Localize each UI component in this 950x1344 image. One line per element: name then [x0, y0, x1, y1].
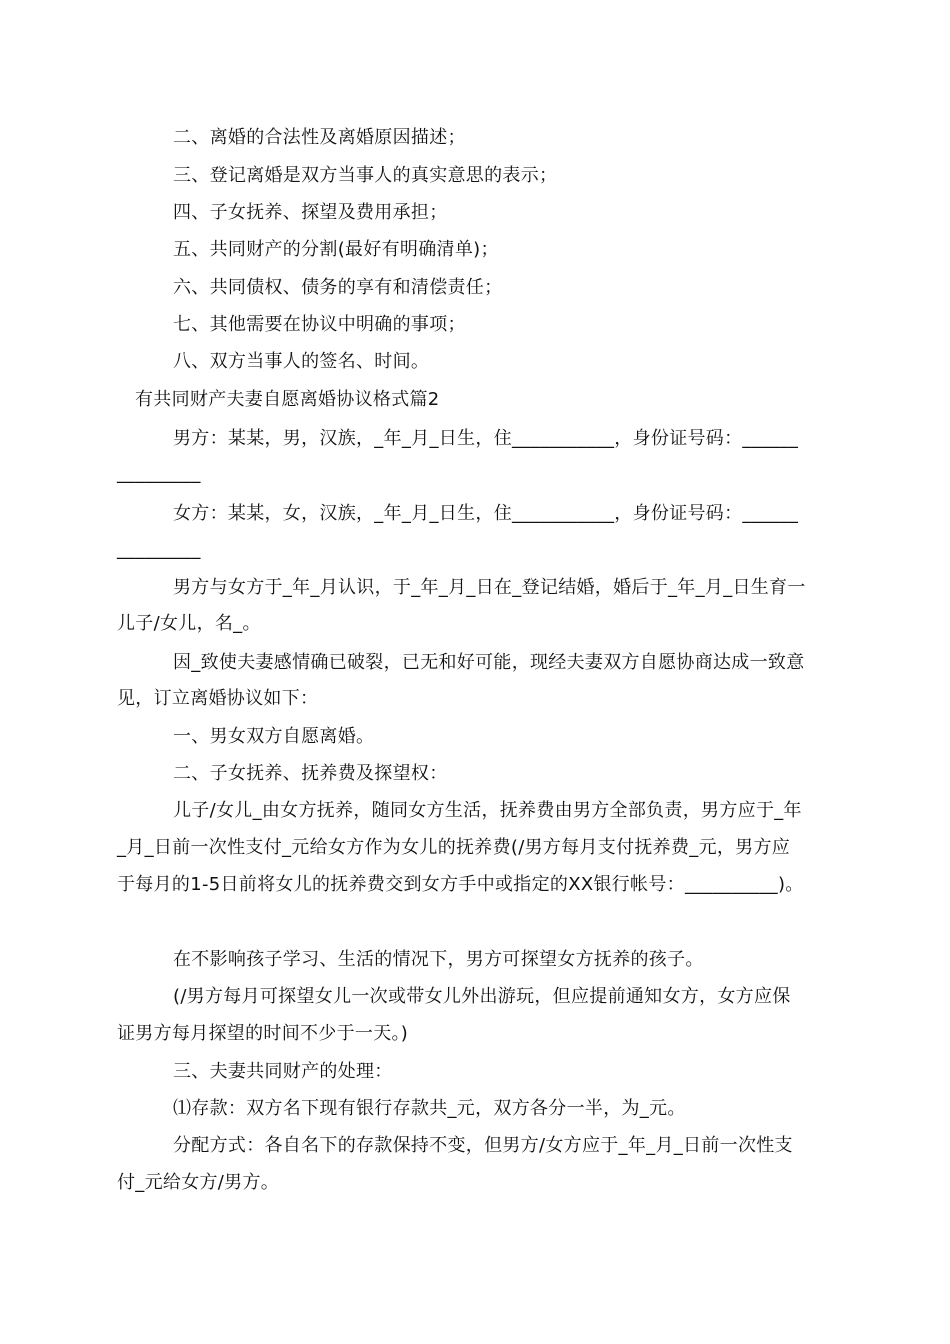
visitation-detail-line-1: (/男方每月可探望女儿一次或带女儿外出游玩，但应提前通知女方，女方应保 — [173, 986, 791, 1007]
husband-id-blank: _________ — [117, 463, 201, 484]
clause-1-line: 一、男女双方自愿离婚。 — [173, 726, 375, 747]
distribution-line-1: 分配方式：各自名下的存款保持不变，但男方/女方应于_年_月_日前一次性支 — [173, 1135, 793, 1156]
custody-paragraph-line-2: _月_日前一次性支付_元给女方作为女儿的抚养费(/男方每月支付抚养费_元，男方应 — [117, 837, 791, 858]
deposit-line: ⑴存款：双方名下现有银行存款共_元，双方各分一半，为_元。 — [173, 1098, 686, 1119]
wife-id-blank: _________ — [117, 539, 201, 560]
marriage-paragraph-line-2: 儿子/女儿，名_。 — [117, 613, 261, 634]
distribution-line-2: 付_元给女方/男方。 — [117, 1172, 280, 1193]
clause-2-heading: 二、子女抚养、抚养费及探望权： — [173, 763, 448, 784]
item-8-line: 八、双方当事人的签名、时间。 — [173, 351, 430, 372]
custody-paragraph-line-1: 儿子/女儿_由女方抚养，随同女方生活，抚养费由男方全部负责，男方应于_年 — [173, 800, 802, 821]
custody-paragraph-line-3: 于每月的1-5日前将女儿的抚养费交到女方手中或指定的XX银行帐号：__________)。 — [117, 874, 804, 895]
visitation-detail-line-2: 证男方每月探望的时间不少于一天。) — [117, 1023, 409, 1044]
reason-paragraph-line-2: 见，订立离婚协议如下： — [117, 688, 319, 709]
wife-info-line: 女方：某某，女，汉族，_年_月_日生，住___________，身份证号码：______ — [173, 503, 799, 524]
visitation-line: 在不影响孩子学习、生活的情况下，男方可探望女方抚养的孩子。 — [173, 949, 704, 970]
item-5-line: 五、共同财产的分割(最好有明确清单)； — [173, 239, 499, 260]
item-2-line: 二、离婚的合法性及离婚原因描述； — [173, 127, 466, 148]
item-3-line: 三、登记离婚是双方当事人的真实意思的表示； — [173, 165, 558, 186]
husband-info-line: 男方：某某，男，汉族，_年_月_日生，住___________，身份证号码：______ — [173, 428, 799, 449]
marriage-paragraph-line-1: 男方与女方于_年_月认识，于_年_月_日在_登记结婚，婚后于_年_月_日生育一 — [173, 577, 806, 598]
section-heading: 有共同财产夫妻自愿离婚协议格式篇2 — [135, 389, 440, 410]
item-7-line: 七、其他需要在协议中明确的事项； — [173, 314, 466, 335]
clause-3-heading: 三、夫妻共同财产的处理： — [173, 1061, 393, 1082]
item-6-line: 六、共同债权、债务的享有和清偿责任； — [173, 277, 503, 298]
item-4-line: 四、子女抚养、探望及费用承担； — [173, 202, 448, 223]
reason-paragraph-line-1: 因_致使夫妻感情确已破裂，已无和好可能，现经夫妻双方自愿协商达成一致意 — [173, 652, 805, 673]
